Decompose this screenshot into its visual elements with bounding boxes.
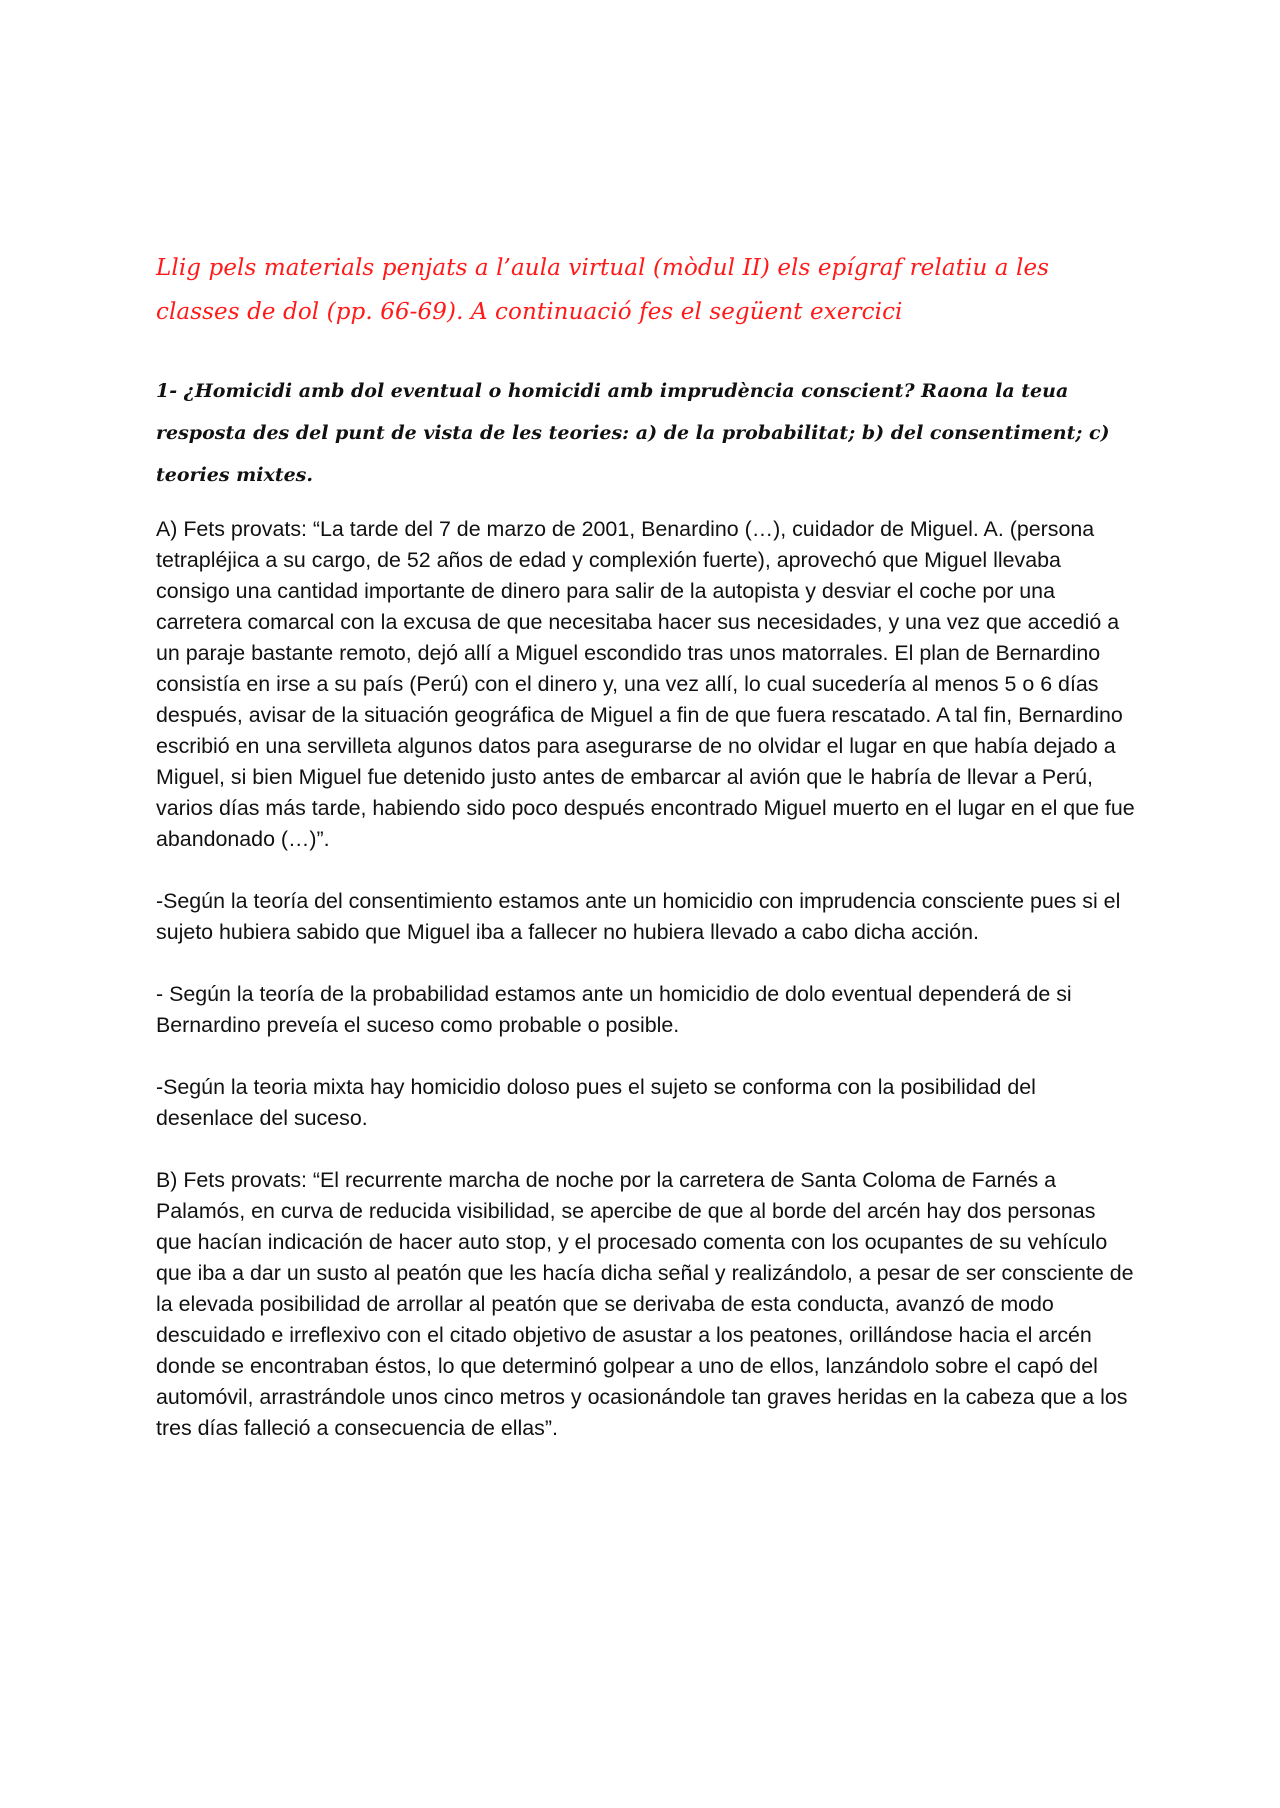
instructions-text: Llig pels materials penjats a l’aula virtual (mòdul II) els epígraf relatiu a les classes de dol (pp. 66-69). A continuació fes el següent exercici — [156, 255, 1050, 325]
consent-theory-answer: -Según la teoría del consentimiento estamos ante un homicidio con imprudencia consciente pues si el sujeto hubiera sabido que Miguel iba a fallecer no hubiera llevado a cabo dicha acción. — [156, 889, 1121, 944]
probability-theory-answer: - Según la teoría de la probabilidad estamos ante un homicidio de dolo eventual dependerá de si Bernardino preveía el suceso como probable o posible. — [156, 982, 1072, 1037]
mixed-theory-answer: -Según la teoria mixta hay homicidio doloso pues el sujeto se conforma con la posibilidad del desenlace del suceso. — [156, 1075, 1036, 1130]
case-b-paragraph: B) Fets provats: “El recurrente marcha de noche por la carretera de Santa Coloma de Farnés a Palamós, en curva de reducida visibilidad, se apercibe de que al borde del arcén hay dos personas que hacían indicación de hacer auto stop, y el procesado comenta con los ocupantes de su vehículo que iba a dar un susto al peatón que les hacía dicha señal y realizándolo, a pesar de ser consciente de la elevada posibilidad de arrollar al peatón que se derivaba de esta conducta, avanzó de modo descuidado e irreflexivo con el citado objetivo de asustar a los peatones, orillándose hacia el arcén donde se encontraban éstos, lo que determinó golpear a uno de ellos, lanzándolo sobre el capó del automóvil, arrastrándole unos cinco metros y ocasionándole tan graves heridas en la cabeza que a los tres días falleció a consecuencia de ellas”. — [156, 1168, 1134, 1440]
case-a-paragraph: A) Fets provats: “La tarde del 7 de marzo de 2001, Benardino (…), cuidador de Miguel. A. (persona tetrapléjica a su cargo, de 52 años de edad y complexión fuerte), aprovechó que Miguel llevaba consigo una cantidad importante de dinero para salir de la autopista y desviar el coche por una carretera comarcal con la excusa de que necesitaba hacer sus necesidades, y una vez que accedió a un paraje bastante remoto, dejó allí a Miguel escondido tras unos matorrales. El plan de Bernardino consistía en irse a su país (Perú) con el dinero y, una vez allí, lo cual sucedería al menos 5 o 6 días después, avisar de la situación geográfica de Miguel a fin de que fuera rescatado. A tal fin, Bernardino escribió en una servilleta algunos datos para asegurarse de no olvidar el lugar en que había dejado a Miguel, si bien Miguel fue detenido justo antes de embarcar al avión que le habría de llevar a Perú, varios días más tarde, habiendo sido poco después encontrado Miguel muerto en el lugar en el que fue abandonado (…)”. — [156, 517, 1135, 851]
document-body — [156, 514, 1136, 1444]
exercise-question: 1- ¿Homicidi amb dol eventual o homicidi amb imprudència conscient? Raona la teua resposta des del punt de vista de les teories: a) de la probabilitat; b) del consentiment; c) teories mixtes. — [156, 380, 1110, 486]
